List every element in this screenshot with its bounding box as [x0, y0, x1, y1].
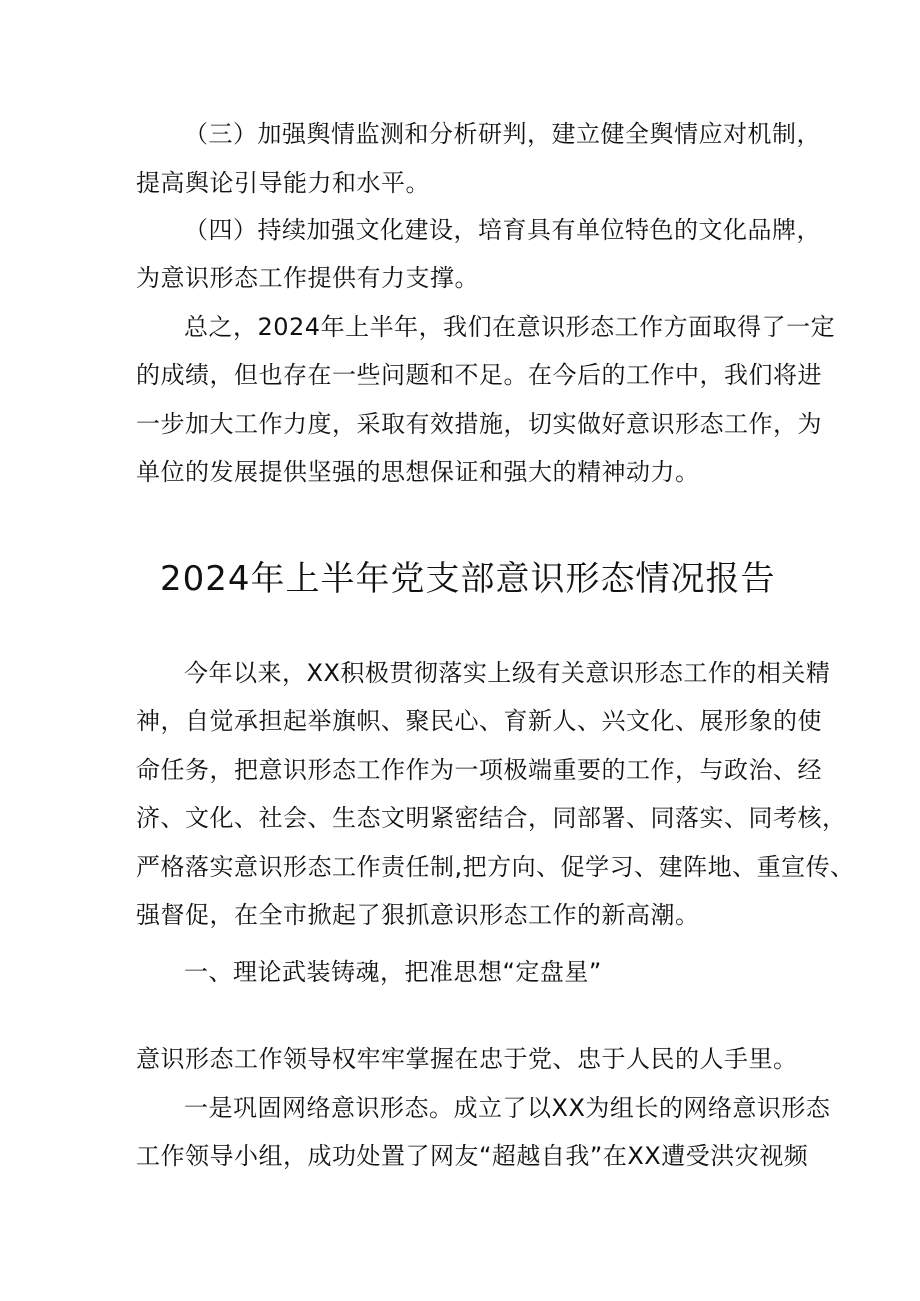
paragraph-line: 为意识形态工作提供有力支撑。: [136, 264, 479, 292]
paragraph-line: 工作领导小组，成功处置了网友“超越自我”在XX遭受洪灾视频: [136, 1142, 809, 1170]
paragraph-line: 的成绩，但也存在一些问题和不足。在今后的工作中，我们将进: [136, 361, 822, 389]
paragraph-line: （四）持续加强文化建设，培育具有单位特色的文化品牌，: [184, 216, 821, 244]
paragraph-line: 严格落实意识形态工作责任制,把方向、促学习、建阵地、重宣传、: [136, 853, 855, 881]
paragraph-line: 强督促，在全市掀起了狠抓意识形态工作的新高潮。: [136, 901, 700, 929]
paragraph-line: 意识形态工作领导权牢牢掌握在忠于党、忠于人民的人手里。: [136, 1045, 798, 1073]
paragraph-line: 神，自觉承担起举旗帜、聚民心、育新人、兴文化、展形象的使: [136, 707, 822, 735]
paragraph-line: 一步加大工作力度，采取有效措施，切实做好意识形态工作，为: [136, 410, 822, 438]
paragraph-line: 今年以来，XX积极贯彻落实上级有关意识形态工作的相关精: [184, 659, 831, 687]
paragraph-line: 济、文化、社会、生态文明紧密结合，同部署、同落实、同考核，: [136, 804, 847, 832]
section-heading: 一、理论武装铸魂，把准思想“定盘星”: [184, 958, 602, 986]
paragraph-line: 提高舆论引导能力和水平。: [136, 169, 430, 197]
paragraph-line: 单位的发展提供坚强的思想保证和强大的精神动力。: [136, 458, 700, 486]
paragraph-line: 命任务，把意识形态工作作为一项极端重要的工作，与政治、经: [136, 756, 822, 784]
document-title: 2024年上半年党支部意识形态情况报告: [160, 559, 776, 599]
paragraph-line: 一是巩固网络意识形态。成立了以XX为组长的网络意识形态: [184, 1094, 831, 1122]
paragraph-line: （三）加强舆情监测和分析研判，建立健全舆情应对机制，: [184, 120, 821, 148]
paragraph-line: 总之，2024年上半年，我们在意识形态工作方面取得了一定: [184, 313, 836, 341]
